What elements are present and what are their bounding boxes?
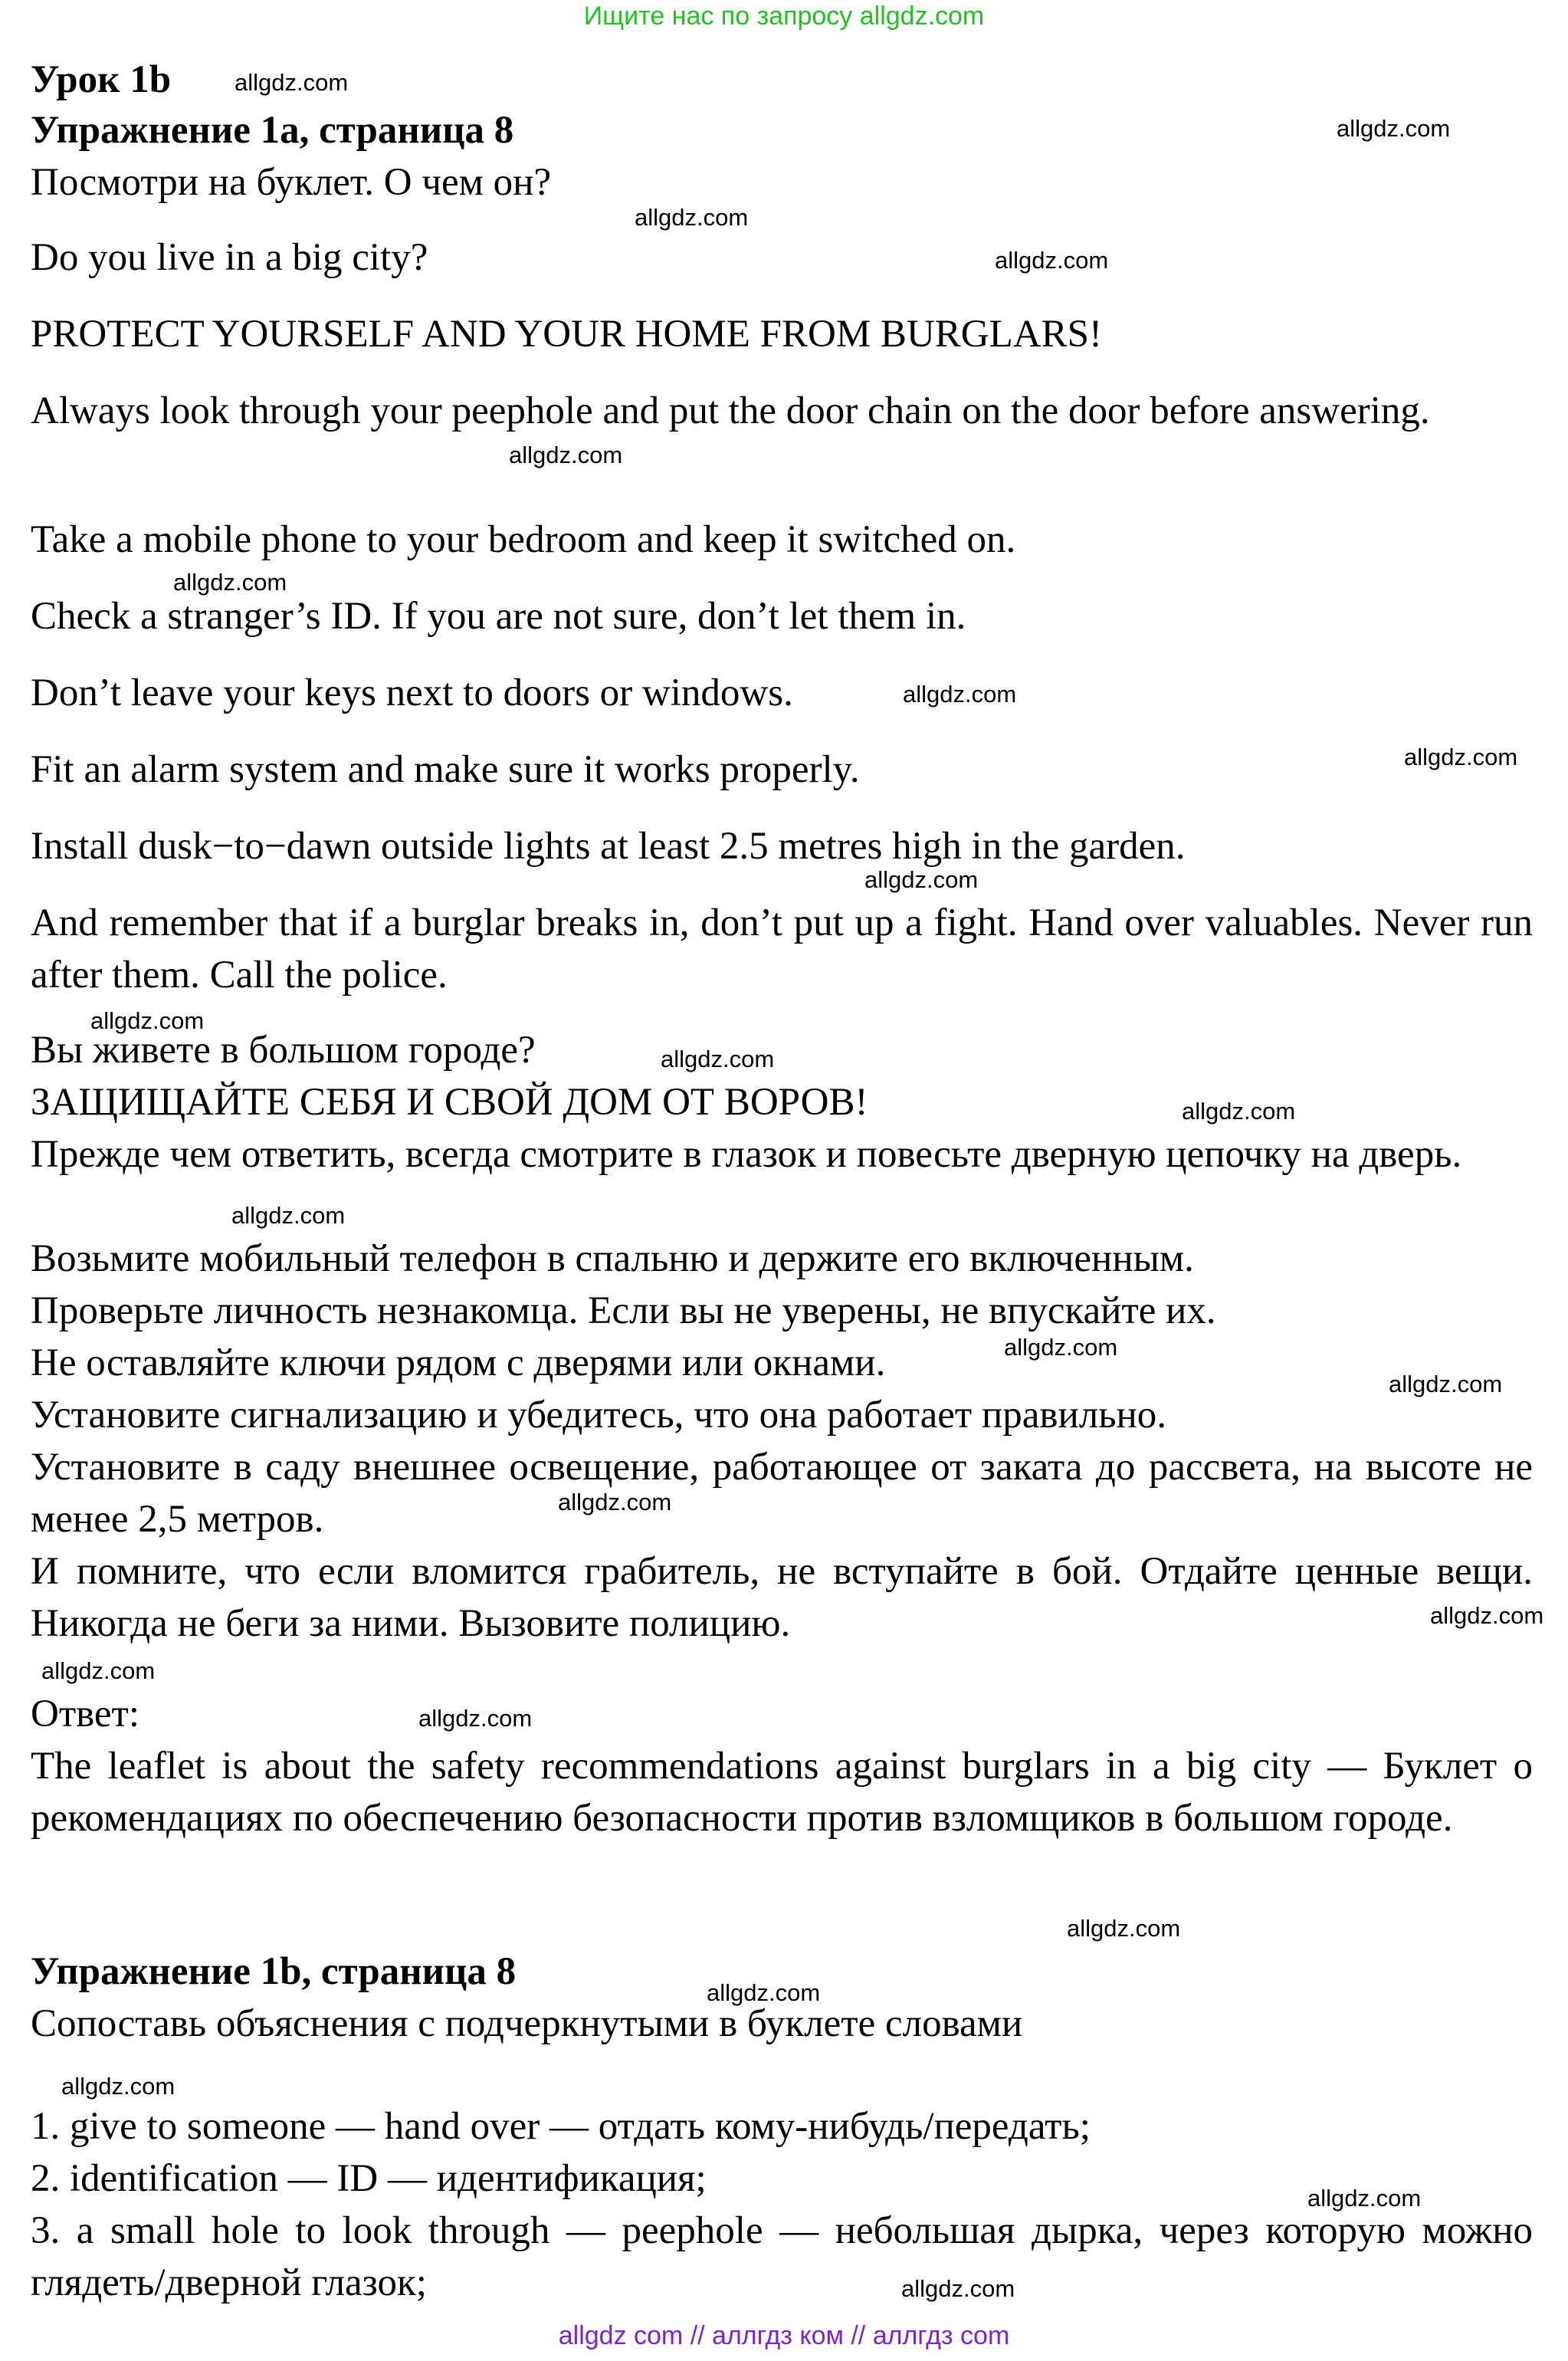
watermark: allgdz.com [61,2073,175,2100]
leaflet-ru-line: И помните, что если вломится грабитель, не вступайте в бой. Отдайте ценные вещи. Никогда не беги за ними. Вызовите полицию. [31,1550,1533,1645]
watermark: allgdz.com [1430,1602,1544,1629]
leaflet-en-line: Check a stranger’s ID. If you are not sure, don’t let them in. [31,595,966,638]
leaflet-en-line: Always look through your peephole and put the door chain on the door before answering. [31,389,1430,432]
leaflet-en-line: PROTECT YOURSELF AND YOUR HOME FROM BURGLARS! [31,313,1102,356]
watermark: allgdz.com [418,1705,533,1732]
watermark: allgdz.com [1389,1371,1503,1397]
watermark: allgdz.com [903,681,1017,708]
leaflet-ru-line: Проверьте личность незнакомца. Если вы не уверены, не впускайте их. [31,1289,1216,1332]
watermark: allgdz.com [90,1007,205,1034]
answer-text: The leaflet is about the safety recommendations against burglars in a big city — Буклет о рекомендациях по обеспечению безопасности против взломщиков в большом городе. [31,1745,1533,1840]
watermark: allgdz.com [1307,2185,1422,2212]
site-banner[interactable]: Ищите нас по запросу allgdz.com [583,2,985,31]
watermark: allgdz.com [173,569,287,596]
watermark: allgdz.com [1337,115,1451,142]
exercise-1b-title: Упражнение 1b, страница 8 [31,1950,517,1993]
match-item: 2. identification — ID — идентификация; [31,2157,707,2200]
watermark: allgdz.com [995,247,1109,274]
leaflet-en-line: Don’t leave your keys next to doors or windows. [31,672,793,714]
leaflet-ru-line: Установите сигнализацию и убедитесь, что она работает правильно. [31,1394,1167,1437]
footer-links[interactable]: allgdz com // аллгдз ком // аллгдз com [558,2321,1010,2350]
leaflet-ru-line: Не оставляйте ключи рядом с дверями или окнами. [31,1341,886,1384]
leaflet-en-line: Install dusk−to−dawn outside lights at least 2.5 metres high in the garden. [31,825,1186,868]
watermark: allgdz.com [235,69,349,96]
leaflet-ru-line: Возьмите мобильный телефон в спальню и держите его включенным. [31,1237,1194,1280]
match-item: 3. a small hole to look through — peephole — небольшая дырка, через которую можно глядеть/дверной глазок; [31,2209,1533,2304]
leaflet-ru-line: Вы живете в большом городе? [31,1029,536,1072]
watermark: allgdz.com [707,1979,821,2006]
watermark: allgdz.com [1182,1098,1296,1125]
leaflet-ru-line: Прежде чем ответить, всегда смотрите в глазок и повесьте дверную цепочку на дверь. [31,1133,1462,1176]
watermark: allgdz.com [1404,744,1518,770]
watermark: allgdz.com [509,442,623,468]
leaflet-en-line: Fit an alarm system and make sure it works properly. [31,748,860,791]
exercise-1a-task: Посмотри на буклет. О чем он? [31,161,552,204]
exercise-1b-task: Сопоставь объяснения с подчеркнутыми в буклете словами [31,2002,1023,2045]
watermark: allgdz.com [41,1657,156,1684]
watermark: allgdz.com [231,1202,346,1229]
lesson-title: Урок 1b [31,58,172,101]
leaflet-en-line: And remember that if a burglar breaks in, don’t put up a fight. Hand over valuables. Never run after them. Call the police. [31,901,1533,997]
leaflet-en-line: Take a mobile phone to your bedroom and keep it switched on. [31,518,1016,561]
leaflet-en-line: Do you live in a big city? [31,236,428,279]
watermark: allgdz.com [1067,1915,1181,1942]
watermark: allgdz.com [635,204,749,231]
leaflet-ru-line: Установите в саду внешнее освещение, работающее от заката до рассвета, на высоте не менее 2,5 метров. [31,1446,1533,1541]
exercise-1a-title: Упражнение 1а, страница 8 [31,109,514,152]
watermark: allgdz.com [558,1489,672,1515]
watermark: allgdz.com [864,866,979,893]
match-item: 1. give to someone — hand over — отдать кому-нибудь/передать; [31,2105,1091,2148]
watermark: allgdz.com [661,1046,775,1072]
watermark: allgdz.com [901,2275,1015,2302]
answer-label: Ответ: [31,1693,139,1735]
leaflet-ru-line: ЗАЩИЩАЙТЕ СЕБЯ И СВОЙ ДОМ ОТ ВОРОВ! [31,1081,868,1124]
watermark: allgdz.com [1004,1334,1118,1361]
